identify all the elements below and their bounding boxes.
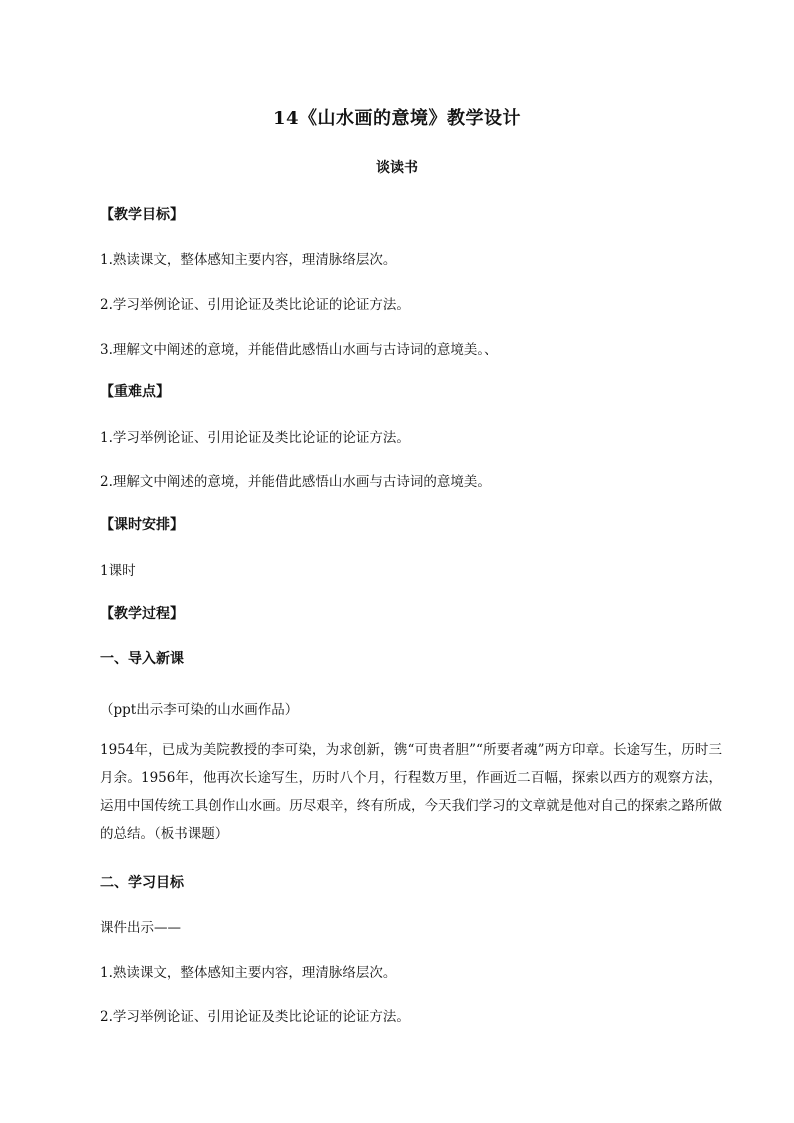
schedule-text: 1课时 [100, 563, 136, 579]
part2-item-2: 2.学习举例论证、引用论证及类比论证的论证方法。 [100, 1009, 410, 1025]
part2-heading: 二、学习目标 [100, 875, 184, 891]
document-subtitle: 谈读书 [376, 160, 418, 176]
part1-heading: 一、导入新课 [100, 651, 184, 667]
part2-intro: 课件出示—— [100, 920, 181, 936]
schedule-heading: 【课时安排】 [100, 517, 184, 533]
key-points-heading: 【重难点】 [100, 384, 170, 400]
goal-item-2: 2.学习举例论证、引用论证及类比论证的论证方法。 [100, 297, 410, 313]
part1-paragraph: 1954年，已成为美院教授的李可染，为求创新，镌“可贵者胆”“所要者魂”两方印章。长途写生，历时三月余。1956年，他再次长途写生，历时八个月，行程数万里，作画近二百幅，探索以西方的观察方法，运用中国传统工具创作山水画。历尽艰辛，终有所成，今天我们学习的文章就是他对自己的探索之路所做的总结。（板书课题） [100, 742, 722, 842]
part2-item-1: 1.熟读课文，整体感知主要内容，理清脉络层次。 [100, 965, 397, 981]
process-heading: 【教学过程】 [100, 606, 184, 622]
goal-item-1: 1.熟读课文，整体感知主要内容，理清脉络层次。 [100, 252, 397, 268]
goals-heading: 【教学目标】 [100, 207, 184, 223]
goal-item-3: 3.理解文中阐述的意境，并能借此感悟山水画与古诗词的意境美。、 [100, 342, 498, 358]
document-title: 14《山水画的意境》教学设计 [272, 108, 522, 129]
key-point-item-2: 2.理解文中阐述的意境，并能借此感悟山水画与古诗词的意境美。 [100, 474, 491, 490]
part1-note: （ppt出示李可染的山水画作品） [100, 702, 299, 718]
key-point-item-1: 1.学习举例论证、引用论证及类比论证的论证方法。 [100, 430, 410, 446]
